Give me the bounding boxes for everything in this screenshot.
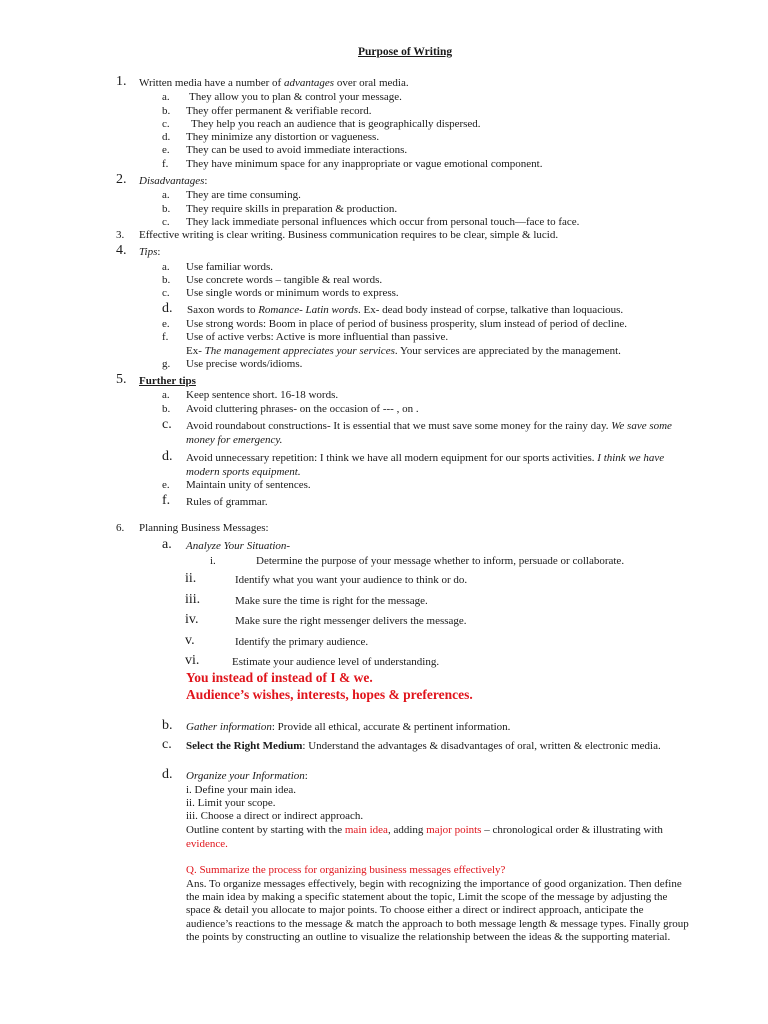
list-item: Identify what you want your audience to think or do. (235, 574, 468, 586)
list-item: Use of active verbs: Active is more influential than passive. (186, 331, 449, 343)
list-item: Use strong words: Boom in place of period of business prosperity, slum instead of period of decline. (186, 318, 628, 330)
list-letter: a. (162, 389, 170, 401)
answer-line: space & detail you allocate to major points. To choose either a direct or indirect approach, anticipate the (186, 904, 644, 916)
section-4-heading: Tips: (139, 246, 161, 258)
list-item: Make sure the right messenger delivers the message. (235, 615, 467, 627)
list-item: Rules of grammar. (186, 496, 268, 508)
list-letter: e. (162, 479, 170, 491)
section-5-number: 5. (116, 372, 127, 387)
list-letter: f. (162, 331, 169, 343)
list-letter: g. (162, 358, 171, 370)
page-title: Purpose of Writing (358, 46, 453, 58)
highlight-note: You instead of instead of I & we. (186, 670, 373, 685)
outline-text-continued: evidence. (186, 838, 228, 850)
list-item: Avoid roundabout constructions- It is essential that we must save some money for the rainy day. We save some (186, 420, 672, 432)
subsection-heading: Organize your Information: (186, 770, 308, 782)
list-letter: a. (162, 189, 170, 201)
list-item: Use familiar words. (186, 261, 274, 273)
list-letter: d. (162, 131, 171, 143)
section-2-number: 2. (116, 172, 127, 187)
question-text: Q. Summarize the process for organizing business messages effectively? (186, 864, 506, 876)
answer-line: Ans. To organize messages effectively, begin with recognizing the importance of good organization. Then define (186, 878, 682, 890)
list-letter: b. (162, 105, 171, 117)
subsection-item: Gather information: Provide all ethical, accurate & pertinent information. (186, 721, 511, 733)
list-item: iii. Choose a direct or indirect approach. (186, 810, 364, 822)
list-item: They require skills in preparation & production. (186, 203, 398, 215)
list-item: Identify the primary audience. (235, 636, 369, 648)
list-letter: d. (162, 767, 173, 782)
list-letter: c. (162, 287, 170, 299)
roman-numeral: v. (185, 633, 195, 648)
list-item: i. Define your main idea. (186, 784, 296, 796)
section-5-heading: Further tips (139, 375, 196, 387)
section-1-text: Written media have a number of advantages over oral media. (139, 77, 409, 89)
list-letter: e. (162, 144, 170, 156)
list-item: They minimize any distortion or vagueness. (186, 131, 380, 143)
list-item: They lack immediate personal influences which occur from personal touch—face to face. (186, 216, 580, 228)
section-3-text: Effective writing is clear writing. Business communication requires to be clear, simple & lucid. (139, 229, 559, 241)
section-2-heading: Disadvantages: (139, 175, 208, 187)
subsection-item: Select the Right Medium: Understand the advantages & disadvantages of oral, written & electronic media. (186, 740, 661, 752)
list-item: Saxon words to Romance- Latin words. Ex- dead body instead of corpse, talkative than loquacious. (187, 304, 624, 316)
list-item: Keep sentence short. 16-18 words. (186, 389, 339, 401)
list-item: Make sure the time is right for the message. (235, 595, 428, 607)
list-item: Use precise words/idioms. (186, 358, 303, 370)
list-letter: b. (162, 274, 171, 286)
list-item: Maintain unity of sentences. (186, 479, 311, 491)
answer-line: audience’s reactions to the message & match the approach to both message length & message types. Finally group (186, 918, 689, 930)
list-letter: c. (162, 417, 172, 432)
answer-line: the main idea by making a specific statement about the topic, Limit the scope of the message by adjusting the (186, 891, 668, 903)
list-letter: a. (162, 537, 172, 552)
list-letter: f. (162, 158, 169, 170)
list-letter: c. (162, 216, 170, 228)
list-item: Estimate your audience level of understanding. (232, 656, 440, 668)
list-letter: a. (162, 91, 170, 103)
list-item: Use single words or minimum words to express. (186, 287, 399, 299)
list-item: They are time consuming. (186, 189, 301, 201)
roman-numeral: iii. (185, 592, 201, 607)
list-item: ii. Limit your scope. (186, 797, 276, 809)
list-letter: b. (162, 718, 173, 733)
section-6-number: 6. (116, 522, 125, 534)
section-6-heading: Planning Business Messages: (139, 522, 269, 534)
list-letter: b. (162, 203, 171, 215)
answer-line: the points by constructing an outline to visualize the relationship between the ideas & the supporting material. (186, 931, 671, 943)
list-item: They allow you to plan & control your message. (189, 91, 402, 103)
outline-text: Outline content by starting with the main idea, adding major points – chronological order & illustrating with (186, 824, 663, 836)
list-letter: f. (162, 493, 171, 508)
section-1-number: 1. (116, 74, 127, 89)
roman-numeral: vi. (185, 653, 200, 668)
list-letter: d. (162, 449, 173, 464)
list-letter: a. (162, 261, 170, 273)
section-3-number: 3. (116, 229, 125, 241)
subsection-heading: Analyze Your Situation- (186, 540, 291, 552)
list-item: Determine the purpose of your message whether to inform, persuade or collaborate. (256, 555, 625, 567)
list-letter: e. (162, 318, 170, 330)
list-letter: b. (162, 403, 171, 415)
list-item: Avoid cluttering phrases- on the occasion of --- , on . (186, 403, 419, 415)
roman-numeral: ii. (185, 571, 197, 586)
list-item-continued: money for emergency. (186, 434, 283, 446)
list-item: Use concrete words – tangible & real words. (186, 274, 383, 286)
roman-numeral: iv. (185, 612, 199, 627)
list-letter: c. (162, 737, 172, 752)
list-letter: c. (162, 118, 170, 130)
list-item-continued: modern sports equipment. (186, 466, 301, 478)
list-letter: d. (162, 301, 173, 316)
section-4-number: 4. (116, 243, 127, 258)
example-line: Ex- The management appreciates your services. Your services are appreciated by the management. (186, 345, 621, 357)
list-item: Avoid unnecessary repetition: I think we have all modern equipment for our sports activities. I think we have (186, 452, 665, 464)
highlight-note: Audience’s wishes, interests, hopes & preferences. (186, 687, 473, 702)
roman-numeral: i. (210, 555, 216, 567)
list-item: They can be used to avoid immediate interactions. (186, 144, 408, 156)
list-item: They offer permanent & verifiable record. (186, 105, 372, 117)
list-item: They help you reach an audience that is geographically dispersed. (191, 118, 481, 130)
list-item: They have minimum space for any inappropriate or vague emotional component. (186, 158, 543, 170)
